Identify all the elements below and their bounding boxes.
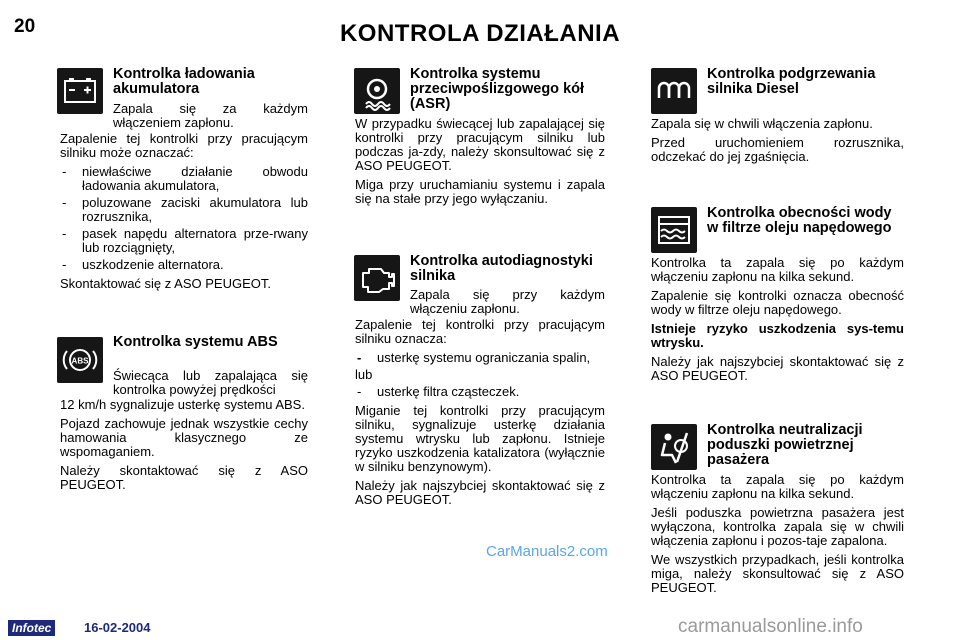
list-item: - uszkodzenie alternatora. [60, 258, 308, 272]
engine-list-2 [355, 385, 605, 399]
battery-outro: Skontaktować się z ASO PEUGEOT. [60, 276, 271, 291]
footer-site: carmanualsonline.info [678, 616, 863, 637]
battery-intro: Zapalenie tej kontrolki przy pracującym silniku może oznaczać: [60, 131, 308, 160]
engine-heading: Kontrolka autodiagnostyki silnika [410, 253, 593, 284]
passenger-airbag-off-icon [651, 424, 697, 470]
list-item: - niewłaściwe działanie obwodu ładowania akumulatora, [60, 165, 308, 193]
water-in-fuel-filter-icon [651, 207, 697, 253]
list-item: - usterkę filtra cząsteczek. [355, 385, 605, 399]
battery-list [60, 165, 308, 272]
abs-icon [57, 337, 103, 383]
water-heading: Kontrolka obecności wody w filtrze oleju napędowego [707, 205, 892, 236]
engine-intro: Zapalenie tej kontrolki przy pracującym silniku oznacza: [355, 317, 605, 346]
watermark: CarManuals2.com [486, 543, 608, 560]
glow-p1: Zapala się w chwili włączenia zapłonu. [651, 116, 873, 131]
battery-icon [57, 68, 103, 114]
airbag-p1: Kontrolka ta zapala się po każdym włączeniu zapłonu na kilka sekund. [651, 472, 904, 501]
list-item: - poluzowane zaciski akumulatora lub rozrusznika, [60, 196, 308, 224]
footer-logo: Infotec [8, 620, 55, 636]
water-body [651, 256, 904, 388]
engine-list-1 [355, 351, 605, 365]
glow-p2: Przed uruchomieniem rozrusznika, odczekać do jej zgaśnięcia. [651, 135, 904, 164]
asr-body [355, 117, 605, 211]
battery-body [60, 132, 308, 296]
page-number: 20 [14, 16, 36, 37]
footer-date: 16-02-2004 [84, 620, 151, 635]
battery-lead: Zapala się za każdym włączeniem zapłonu. [113, 101, 308, 130]
list-item: - pasek napędu alternatora prze-rwany lub rozciągnięty, [60, 227, 308, 255]
engine-p1: Miganie tej kontrolki przy pracującym silniku, sygnalizuje usterkę działania systemu wtrysku lub zapłonu. Istnieje ryzyko uszkodzenia katalizatora (wyłącznie w silniku benzynowym). [355, 403, 605, 474]
list-item: - usterkę systemu ograniczania spalin, [355, 351, 605, 365]
abs-body [60, 398, 308, 497]
battery-heading: Kontrolka ładowania akumulatora [113, 66, 255, 97]
glow-body [651, 117, 904, 169]
page-title: KONTROLA DZIAŁANIA [339, 20, 621, 47]
abs-p3: Należy skontaktować się z ASO PEUGEOT. [60, 463, 308, 492]
engine-diagnostic-icon [354, 255, 400, 301]
water-p2: Zapalenie się kontrolki oznacza obecność wody w filtrze oleju napędowego. [651, 288, 904, 317]
airbag-p3: We wszystkich przypadkach, jeśli kontrolka miga, należy skonsultować się z ASO PEUGEOT. [651, 552, 904, 595]
engine-body [355, 318, 605, 512]
airbag-p2: Jeśli poduszka powietrzna pasażera jest wyłączona, kontrolka zapala się w chwili włączenia zapłonu i pozos-taje zapalona. [651, 505, 904, 548]
engine-or: lub [355, 367, 373, 382]
engine-lead: Zapala się przy każdym włączeniu zapłonu. [410, 287, 605, 316]
airbag-body [651, 473, 904, 600]
water-p1: Kontrolka ta zapala się po każdym włączeniu zapłonu na kilka sekund. [651, 255, 904, 284]
glow-plug-icon [651, 68, 697, 114]
abs-heading: Kontrolka systemu ABS [113, 334, 278, 350]
abs-lead: Świecąca lub zapalająca się kontrolka powyżej prędkości [113, 368, 308, 397]
airbag-heading: Kontrolka neutralizacji poduszki powietrznej pasażera [707, 422, 863, 468]
abs-p1: 12 km/h sygnalizuje usterkę systemu ABS. [60, 397, 305, 412]
engine-p2: Należy jak najszybciej skontaktować się z ASO PEUGEOT. [355, 478, 605, 507]
asr-icon [354, 68, 400, 114]
asr-p2: Miga przy uruchamianiu systemu i zapala się na stałe przy jego wyłączaniu. [355, 177, 605, 206]
water-p4: Należy jak najszybciej skontaktować się z ASO PEUGEOT. [651, 354, 904, 383]
water-warning: Istnieje ryzyko uszkodzenia sys-temu wtrysku. [651, 321, 904, 350]
glow-heading: Kontrolka podgrzewania silnika Diesel [707, 66, 876, 97]
svg-text:ABS: ABS [71, 356, 89, 366]
asr-p1: W przypadku świecącej lub zapalającej się kontrolki przy pracującym silniku lub podczas ja-zdy, należy skonsultować się z ASO PEUGEOT. [355, 116, 605, 173]
asr-heading: Kontrolka systemu przeciwpoślizgowego kół (ASR) [410, 66, 585, 112]
abs-p2: Pojazd zachowuje jednak wszystkie cechy hamowania klasycznego ze wspomaganiem. [60, 416, 308, 459]
